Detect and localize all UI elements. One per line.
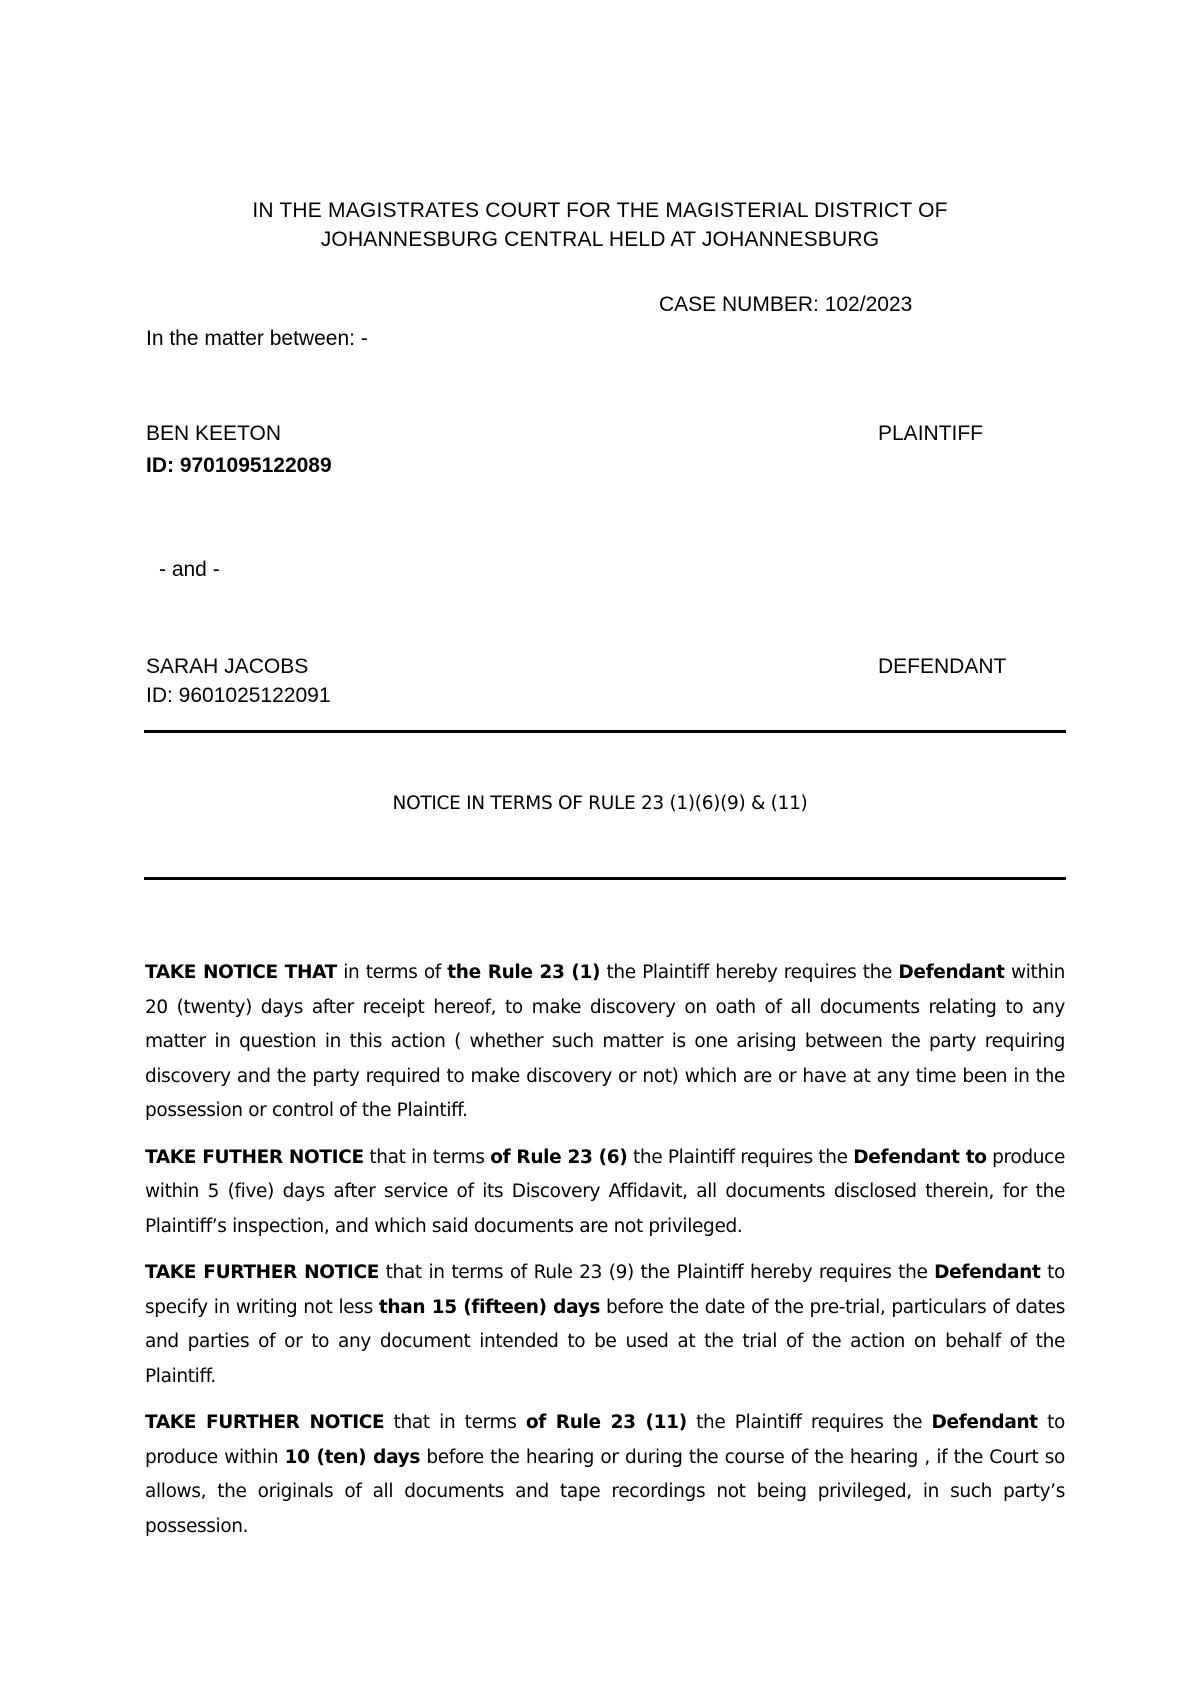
court-heading [0, 196, 1200, 254]
plaintiff-name: BEN KEETON [146, 422, 281, 445]
matter-between-label: In the matter between: - [146, 327, 368, 350]
paragraph-1-text-c: within 20 (twenty) days after receipt hereof, to make discovery on oath of all documents relating to any matter in question in this action ( whether such matter is one arising between the party requiring discovery and the party required to make discovery or not) which are or have at any time been in the possession or control of the Plaintiff. [145, 962, 1065, 1121]
paragraph-4-text-a: that in terms [384, 1412, 526, 1433]
defendant-name: SARAH JACOBS [146, 655, 309, 678]
paragraph-2-text-c: produce within 5 (five) days after service of its Discovery Affidavit, all documents disclosed therein, for the Plaintiff’s inspection, and which said documents are not privileged. [145, 1146, 1065, 1237]
court-heading-line-1: IN THE MAGISTRATES COURT FOR THE MAGISTERIAL DISTRICT OF [252, 199, 948, 222]
paragraph-rule-23-1 [145, 956, 1065, 1129]
paragraph-4-lead: TAKE FURTHER NOTICE [145, 1412, 385, 1433]
defendant-role: DEFENDANT [878, 655, 1007, 678]
paragraph-3-text-c: before the date of the pre-trial, particulars of dates and parties of or to any document intended to be used at the trial of the action on behalf of the Plaintiff. [145, 1296, 1065, 1387]
paragraph-4-text-c: to produce within [145, 1412, 1065, 1468]
paragraph-1-text-b: the Plaintiff hereby requires the [600, 962, 899, 983]
paragraph-3-text-b: to specify in writing not less [145, 1262, 1065, 1318]
paragraph-4-text-b: the Plaintiff requires the [686, 1412, 932, 1433]
paragraph-4-party: Defendant [931, 1412, 1038, 1433]
paragraph-4-rule: of Rule 23 (11) [525, 1412, 687, 1433]
paragraph-4-text-d: before the hearing or during the course of the hearing , if the Court so allows, the originals of all documents and tape recordings not being privileged, in such party’s possession. [145, 1446, 1065, 1537]
court-heading-line-2: JOHANNESBURG CENTRAL HELD AT JOHANNESBURG [320, 228, 880, 251]
plaintiff-id: ID: 9701095122089 [146, 454, 332, 477]
paragraph-rule-23-11 [145, 1406, 1065, 1544]
defendant-id: ID: 9601025122091 [146, 684, 331, 707]
paragraph-3-text-a: that in terms of Rule 23 (9) the Plaintiff hereby requires the [378, 1262, 935, 1283]
paragraph-2-text-b: the Plaintiff requires the [627, 1146, 854, 1168]
paragraph-rule-23-9 [145, 1256, 1065, 1394]
paragraph-1-text-a: in terms of [336, 962, 448, 983]
paragraph-1-rule: the Rule 23 (1) [447, 962, 601, 983]
plaintiff-role: PLAINTIFF [878, 422, 984, 445]
notice-body [145, 956, 1065, 1556]
paragraph-3-party: Defendant [934, 1262, 1041, 1283]
paragraph-2-lead: TAKE FUTHER NOTICE [145, 1146, 364, 1168]
paragraph-3-days: than 15 (fifteen) days [378, 1296, 601, 1318]
case-number: CASE NUMBER: 102/2023 [659, 293, 913, 316]
paragraph-4-days: 10 (ten) days [284, 1446, 421, 1468]
paragraph-3-lead: TAKE FURTHER NOTICE [145, 1262, 379, 1283]
paragraph-1-party: Defendant [898, 962, 1005, 983]
top-divider [144, 730, 1066, 733]
paragraph-1-lead: TAKE NOTICE THAT [145, 962, 337, 983]
paragraph-rule-23-6 [145, 1141, 1065, 1245]
paragraph-2-rule: of Rule 23 (6) [490, 1146, 628, 1168]
and-separator: - and - [159, 558, 220, 581]
paragraph-2-party: Defendant to [853, 1146, 987, 1168]
notice-title: NOTICE IN TERMS OF RULE 23 (1)(6)(9) & (11) [392, 793, 808, 814]
paragraph-2-text-a: that in terms [363, 1146, 491, 1168]
bottom-divider [144, 877, 1066, 880]
